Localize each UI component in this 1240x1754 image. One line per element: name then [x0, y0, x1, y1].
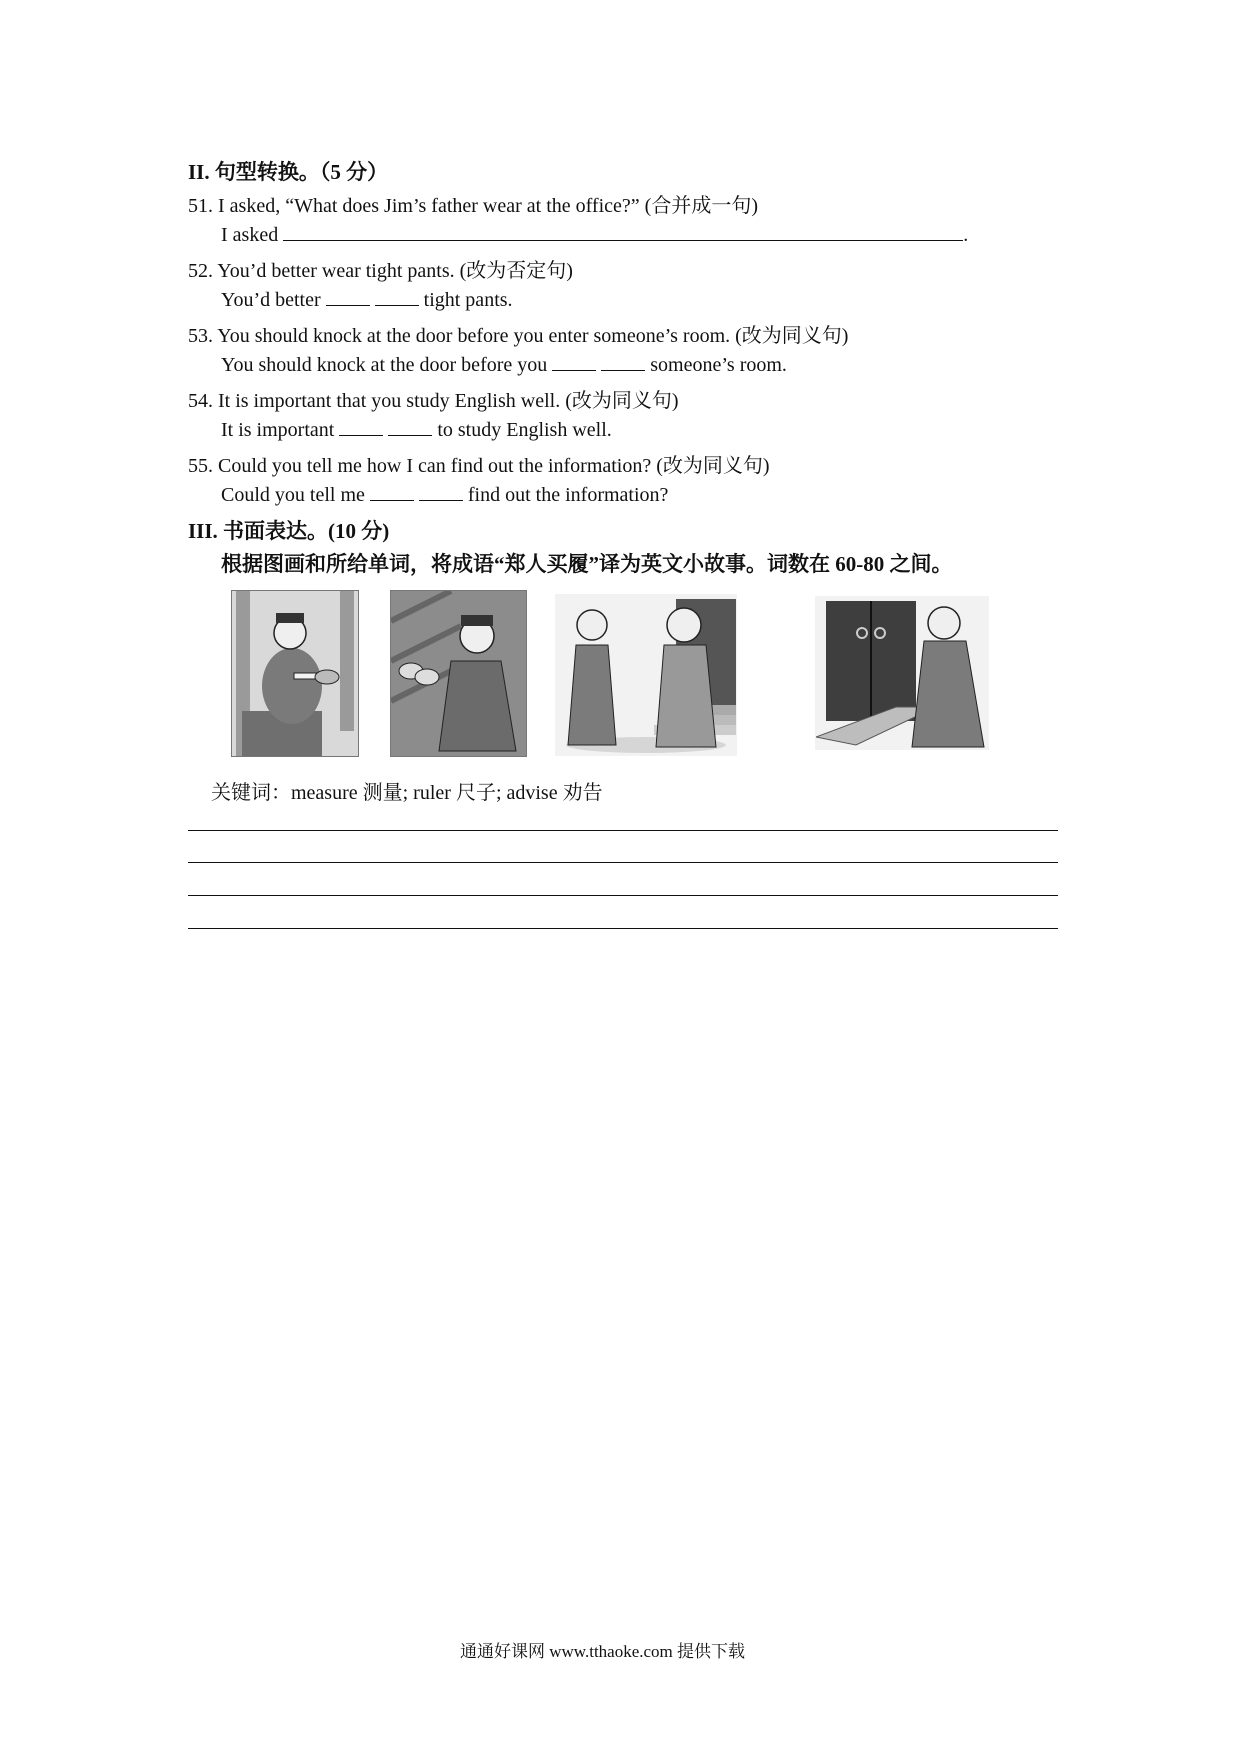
story-picture-1: [231, 590, 359, 757]
question-text: It is important that you study English well. (改为同义句): [218, 390, 679, 412]
answer-blank-1[interactable]: [370, 482, 414, 501]
answer-suffix: find out the information?: [467, 484, 669, 506]
keywords: 关键词：measure 测量; ruler 尺子; advise 劝告: [211, 782, 603, 804]
answer-blank-1[interactable]: [339, 417, 383, 436]
answer-blank[interactable]: [283, 222, 963, 241]
answer-blank-1[interactable]: [326, 287, 370, 306]
answer-line-55: [221, 482, 668, 507]
answer-prefix: I asked: [221, 224, 279, 246]
answer-line-52: [221, 287, 513, 312]
answer-prefix: You’d better: [221, 289, 321, 311]
story-picture-3: [555, 594, 737, 756]
question-54: [188, 384, 679, 413]
section-3-title: III. 书面表达。(10 分): [188, 519, 390, 543]
man-forgot-ruler-illustration: [391, 591, 526, 756]
answer-prefix: It is important: [221, 419, 335, 441]
answer-blank-2[interactable]: [601, 352, 645, 371]
writing-line-2[interactable]: [188, 862, 1058, 863]
answer-blank-2[interactable]: [419, 482, 463, 501]
answer-line-54: [221, 417, 612, 442]
section-2-title: II. 句型转换。（5 分）: [188, 160, 389, 184]
shop-closed-illustration: [816, 597, 988, 749]
answer-suffix: to study English well.: [437, 419, 612, 441]
question-number: 51.: [188, 195, 213, 217]
story-picture-4: [815, 596, 989, 750]
answer-blank-2[interactable]: [375, 287, 419, 306]
question-53: [188, 319, 848, 348]
question-number: 53.: [188, 325, 213, 347]
question-text: You should knock at the door before you enter someone’s room. (改为同义句): [217, 325, 849, 347]
question-number: 54.: [188, 390, 213, 412]
answer-prefix: You should knock at the door before you: [221, 354, 548, 376]
man-measuring-foot-illustration: [232, 591, 358, 756]
answer-blank-1[interactable]: [552, 352, 596, 371]
writing-line-1[interactable]: [188, 830, 1058, 831]
question-55: [188, 449, 770, 478]
writing-instruction: 根据图画和所给单词，将成语“郑人买履”译为英文小故事。词数在 60-80 之间。: [221, 552, 953, 576]
answer-line-51: [221, 222, 968, 247]
answer-blank-2[interactable]: [388, 417, 432, 436]
answer-suffix: .: [963, 224, 969, 246]
question-52: [188, 254, 573, 283]
page-footer: 通通好课网 www.tthaoke.com 提供下载: [460, 1642, 746, 1661]
writing-line-3[interactable]: [188, 895, 1058, 896]
story-picture-2: [390, 590, 527, 757]
question-text: I asked, “What does Jim’s father wear at the office?” (合并成一句): [218, 195, 758, 217]
answer-suffix: someone’s room.: [650, 354, 787, 376]
question-number: 52.: [188, 260, 213, 282]
question-51: [188, 189, 758, 218]
answer-prefix: Could you tell me: [221, 484, 365, 506]
man-returns-to-market-illustration: [556, 595, 736, 755]
answer-suffix: tight pants.: [423, 289, 513, 311]
answer-line-53: [221, 352, 787, 377]
question-text: Could you tell me how I can find out the information? (改为同义句): [218, 455, 770, 477]
question-number: 55.: [188, 455, 213, 477]
question-text: You’d better wear tight pants. (改为否定句): [217, 260, 573, 282]
writing-line-4[interactable]: [188, 928, 1058, 929]
